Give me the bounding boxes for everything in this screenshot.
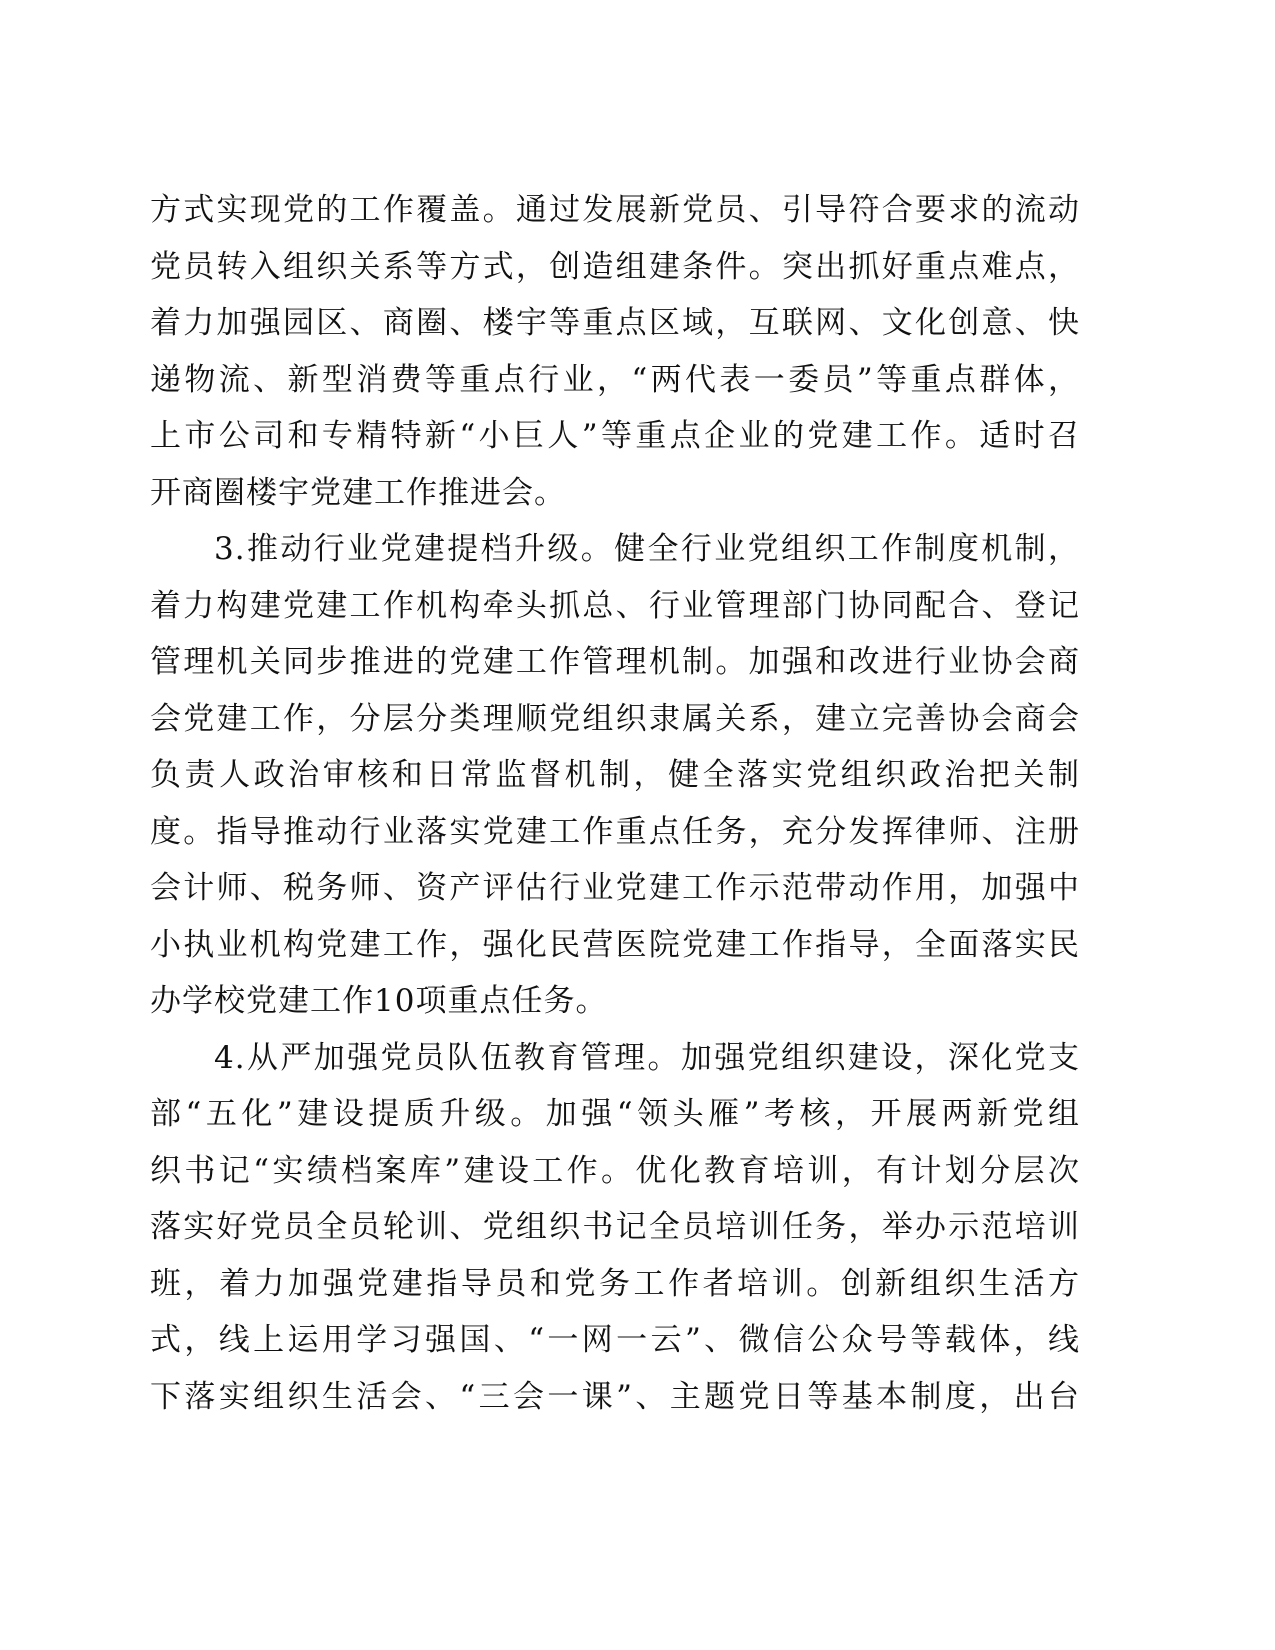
text-line: 开商圈楼宇党建工作推进会。: [150, 474, 566, 511]
body-text: [150, 182, 1080, 1425]
text-line: 方式实现党的工作覆盖。通过发展新党员、引导符合要求的流动: [150, 192, 1080, 228]
text-line: 管理机关同步推进的党建工作管理机制。加强和改进行业协会商: [150, 644, 1080, 680]
text-line: 下落实组织生活会、“三会一课”、主题党日等基本制度，出台: [150, 1378, 1080, 1415]
text-line: 班，着力加强党建指导员和党务工作者培训。创新组织生活方: [150, 1265, 1080, 1302]
paragraph-heading-4: 4.从严加强党员队伍教育管理。加强党组织建设，深化党支: [214, 1039, 1080, 1076]
text-line: 式，线上运用学习强国、“一网一云”、微信公众号等载体，线: [150, 1322, 1080, 1358]
text-line: 着力加强园区、商圈、楼宇等重点区域，互联网、文化创意、快: [150, 305, 1080, 341]
text-line: 着力构建党建工作机构牵头抓总、行业管理部门协同配合、登记: [150, 587, 1080, 624]
text-line: 会党建工作，分层分类理顺党组织隶属关系，建立完善协会商会: [150, 700, 1080, 737]
text-line: 负责人政治审核和日常监督机制，健全落实党组织政治把关制: [150, 757, 1080, 793]
text-line: 上市公司和专精特新“小巨人”等重点企业的党建工作。适时召: [150, 418, 1080, 454]
text-line: 会计师、税务师、资产评估行业党建工作示范带动作用，加强中: [150, 870, 1080, 906]
text-line: 落实好党员全员轮训、党组织书记全员培训任务，举办示范培训: [150, 1209, 1080, 1245]
paragraph-heading-3: 3.推动行业党建提档升级。健全行业党组织工作制度机制，: [214, 531, 1080, 567]
text-line: 度。指导推动行业落实党建工作重点任务，充分发挥律师、注册: [150, 813, 1080, 850]
text-line: 小执业机构党建工作，强化民营医院党建工作指导，全面落实民: [150, 926, 1080, 963]
text-line: 党员转入组织关系等方式，创造组建条件。突出抓好重点难点，: [150, 248, 1080, 285]
text-line: 办学校党建工作10项重点任务。: [150, 983, 608, 1019]
text-line: 递物流、新型消费等重点行业，“两代表一委员”等重点群体，: [150, 361, 1080, 398]
text-line: 部“五化”建设提质升级。加强“领头雁”考核，开展两新党组: [150, 1096, 1080, 1132]
text-line: 织书记“实绩档案库”建设工作。优化教育培训，有计划分层次: [150, 1152, 1080, 1189]
